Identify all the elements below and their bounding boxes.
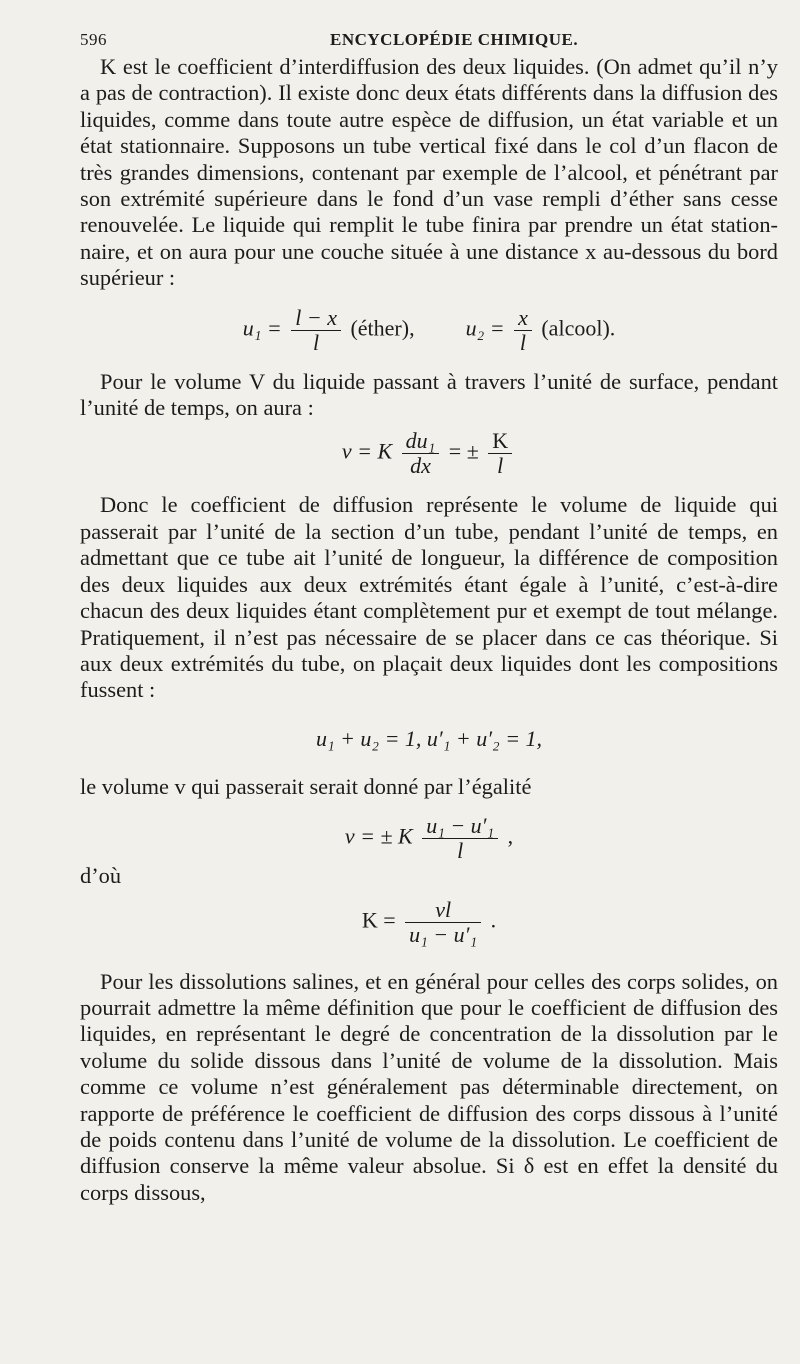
eq1b-denominator: l bbox=[519, 329, 527, 355]
eq2-lhs: v = K bbox=[341, 439, 393, 465]
eq2-numerator-2: K bbox=[488, 429, 512, 454]
eq1-lhs: u₁ = bbox=[242, 315, 282, 341]
eq1-numerator: l − x bbox=[291, 306, 341, 331]
eq1-fraction bbox=[291, 306, 341, 355]
paragraph-1: K est le coefficient d’interdiffusion des deux liquides. (On admet qu’il n’y a pas de contraction). Il existe donc deux états différents dans la diffusion des liquides, comme dans toute autre espèce de diffusion, un état variable et un état stationnaire. Supposons un tube vertical fixé dans le col d’un flacon de très grandes dimensions, contenant par exemple de l’alcool, et pénétrant par son extrémité supérieure dans le fond d’un vase rempli d’éther sans cesse renouvelée. Le liquide qui remplit le tube finira par prendre un état station-naire, et on aura pour une couche située à une distance x au-dessous du bord supérieur : bbox=[80, 54, 778, 291]
paragraph-6: Pour les dissolutions salines, et en général pour celles des corps solides, on pourrait admettre la même définition que pour le coefficient de diffusion des liquides, en représentant le degré de concentration de la dissolution par le volume du solide dissous dans l’unité de volume de la dissolution. Mais comme ce volume n’est généralement pas déterminable directement, on rapporte de préférence le coefficient de diffusion des corps dissous à l’unité de poids contenu dans l’unité de volume de la dissolution. Le coefficient de diffusion conserve la même valeur absolue. Si δ est en effet la densité du corps dissous, bbox=[80, 968, 778, 1205]
eq1b-fraction bbox=[514, 306, 532, 355]
equation-concentrations bbox=[80, 306, 778, 355]
eq4-numerator: u₁ − u′₁ bbox=[422, 814, 498, 839]
eq1-denominator: l bbox=[313, 329, 320, 355]
paragraph-5: d’où bbox=[80, 863, 122, 889]
eq2-fraction bbox=[402, 429, 440, 478]
eq5-numerator: vl bbox=[405, 898, 481, 923]
equation-flux bbox=[80, 429, 778, 478]
paragraph-2: Pour le volume V du liquide passant à travers l’unité de surface, pendant l’unité de temps, on aura : bbox=[80, 368, 778, 421]
eq5-fraction bbox=[405, 898, 481, 947]
eq2-numerator: du₁ bbox=[402, 429, 440, 454]
page-header bbox=[80, 20, 778, 54]
eq5-denominator: u₁ − u′₁ bbox=[409, 921, 478, 947]
page-number: 596 bbox=[80, 30, 107, 49]
equation-compositions bbox=[80, 726, 778, 752]
eq4-fraction bbox=[422, 814, 498, 863]
eq2-denominator: dx bbox=[410, 453, 431, 479]
eq1b-numerator: x bbox=[514, 306, 532, 331]
eq3-text: u₁ + u₂ = 1, u′₁ + u′₂ = 1, bbox=[315, 725, 543, 751]
running-title: ENCYCLOPÉDIE CHIMIQUE. bbox=[330, 30, 579, 49]
equation-volume bbox=[80, 814, 778, 863]
eq5-lhs: K = bbox=[361, 907, 396, 933]
eq1b-label: (alcool). bbox=[541, 315, 616, 341]
eq1b-lhs: u₂ = bbox=[465, 315, 505, 341]
eq4-end: , bbox=[507, 823, 514, 849]
paragraph-4: le volume v qui passerait serait donné par l’égalité bbox=[80, 773, 532, 799]
eq2-mid: = ± bbox=[448, 439, 479, 465]
eq1-label: (éther), bbox=[350, 315, 415, 341]
eq2-fraction-2 bbox=[488, 429, 512, 478]
equation-coefficient bbox=[80, 898, 778, 947]
eq2-denominator-2: l bbox=[497, 453, 504, 479]
eq4-lhs: v = ± K bbox=[344, 823, 413, 849]
paragraph-3: Donc le coefficient de diffusion représente le volume de liquide qui passerait par l’unité de la section d’un tube, pendant l’unité de temps, en admettant que ce tube ait l’unité de longueur, la différence de composition des deux liquides aux deux extrémités étant égale à l’unité, c’est-à-dire chacun des deux liquides étant complètement pur et exempt de tout mélange. Pratiquement, il n’est pas nécessaire de se placer dans ce cas théorique. Si aux deux extrémités du tube, on plaçait deux liquides dont les compositions fussent : bbox=[80, 492, 778, 703]
eq4-denominator: l bbox=[457, 838, 464, 864]
eq5-end: . bbox=[490, 907, 497, 933]
